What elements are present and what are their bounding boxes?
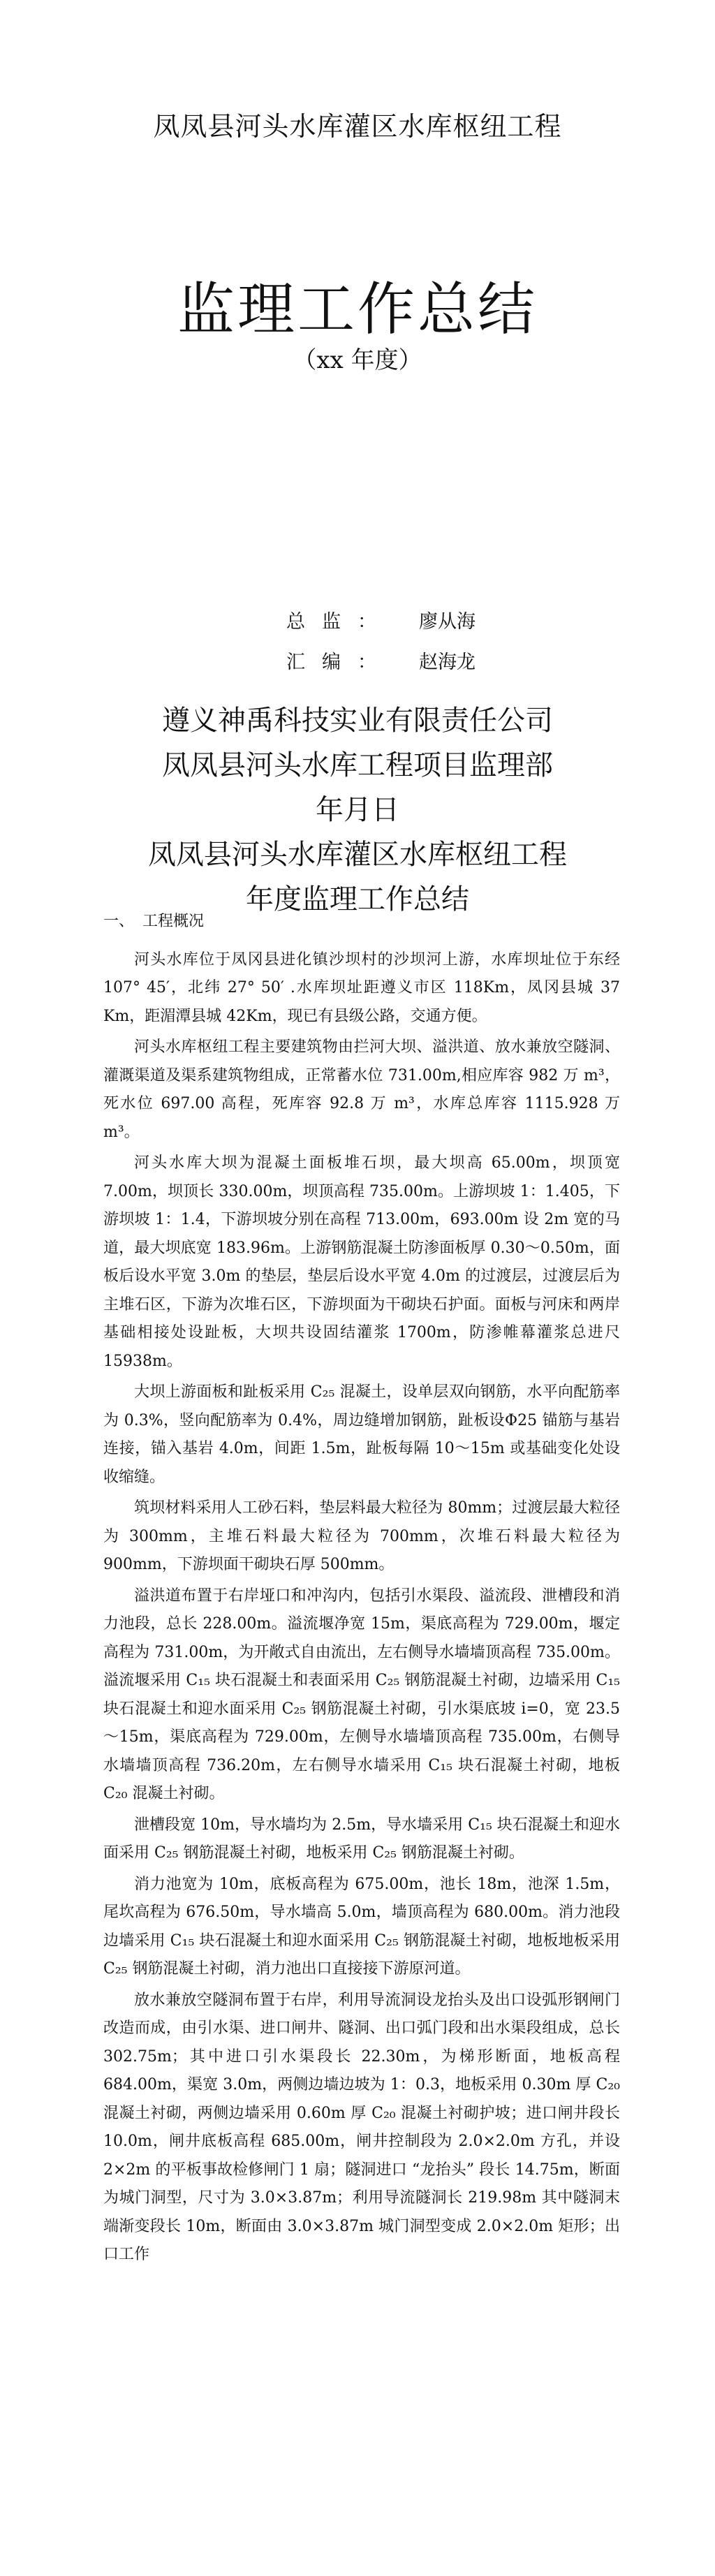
- paragraph: 溢洪道布置于右岸垭口和冲沟内，包括引水渠段、溢流段、泄槽段和消力池段，总长 228.00m。溢流堰净宽 15m，渠底高程为 729.00m，堰定高程为 731.00m，为开敞式自由流出，左右侧导水墙墙顶高程 735.00m。溢流堰采用 C₁₅ 块石混凝土和表面采用 C₂₅ 钢筋混凝土衬砌，边墙采用 C₁₅ 块石混凝土和迎水面采用 C₂₅ 钢筋混凝土衬砌，引水渠底坡 i=0，宽 23.5～15m，渠底高程为 729.00m，左侧导水墙墙顶高程 735.00m，右侧导水墙墙顶高程 736.20m，左右侧导水墙采用 C₁₅ 块石混凝土衬砌，地板 C₂₀ 混凝土衬砌。: [103, 1587, 620, 1802]
- project-title: 凤凤县河头水库灌区水库枢纽工程: [153, 111, 562, 142]
- paragraph: 河头水库枢纽工程主要建筑物由拦河大坝、溢洪道、放水兼放空隧洞、灌溉渠道及渠系建筑物组成，正常蓄水位 731.00m,相应库容 982 万 m³，死水位 697.00 高程，死库容 92.8 万 m³，水库总库容 1115.928 万 m³。: [103, 1038, 620, 1141]
- role-name: 赵海龙: [419, 652, 476, 673]
- role-row-editor: [286, 642, 476, 683]
- department-name: 凤凤县河头水库工程项目监理部: [162, 749, 553, 781]
- paragraph: 大坝上游面板和趾板采用 C₂₅ 混凝土，设单层双向钢筋，水平向配筋率为 0.3%，竖向配筋率为 0.4%，周边缝增加钢筋，趾板设Φ25 锚筋与基岩连接，锚入基岩 4.0m，间距 1.5m，趾板每隔 10～15m 或基础变化处设收缩缝。: [103, 1383, 620, 1486]
- summary-title: 年度监理工作总结: [246, 883, 469, 915]
- paragraph: 消力池宽为 10m，底板高程为 675.00m，池长 18m，池深 1.5m，尾坎高程为 676.50m，导水墙高 5.0m，墙顶高程为 680.00m。消力池段边墙采用 C₁₅ 块石混凝土和迎水面采用 C₂₅ 钢筋混凝土衬砌，地板地板采用 C₂₅ 钢筋混凝土衬砌，消力池出口直接接下游原河道。: [103, 1875, 620, 1978]
- section-title: 工程概况: [142, 913, 205, 930]
- project-name: 凤凤县河头水库灌区水库枢纽工程: [148, 839, 567, 871]
- document-body: [103, 908, 620, 2272]
- role-name: 廖从海: [419, 611, 476, 633]
- role-row-chief: [286, 602, 476, 642]
- roles-block: [286, 602, 476, 683]
- role-label: 汇编：: [286, 652, 393, 673]
- section-heading: [103, 908, 620, 936]
- company-name: 遵义神禹科技实业有限责任公司: [162, 705, 553, 737]
- report-year: （xx 年度）: [293, 346, 422, 374]
- paragraph: 放水兼放空隧洞布置于右岸，利用导流洞设龙抬头及出口设弧形钢闸门改造而成，由引水渠、进口闸井、隧洞、出口弧门段和出水渠段组成，总长 302.75m；其中进口引水渠段长 22.30m，为梯形断面，地板高程 684.00m，渠宽 3.0m，两侧边墙边坡为 1：0.3，地板采用 0.30m 厚 C₂₀ 混凝土衬砌，两侧边墙采用 0.60m 厚 C₂₀ 混凝土衬砌护坡；进口闸井段长 10.0m，闸井底板高程 685.00m，闸井控制段为 2.0×2.0m 方孔，并设 2×2m 的平板事故检修闸门 1 扇；隧洞进口 “龙抬头” 段长 14.75m，断面为城门洞型，尺寸为 3.0×3.87m；利用导流隧洞长 219.98m 其中隧洞末端渐变段长 10m，断面由 3.0×3.87m 城门洞型变成 2.0×2.0m 矩形；出口工作: [103, 1991, 620, 2263]
- role-label: 总监：: [286, 611, 393, 633]
- paragraph: 河头水库大坝为混凝土面板堆石坝，最大坝高 65.00m，坝顶宽 7.00m，坝顶长 330.00m，坝顶高程 735.00m。上游坝坡 1：1.405，下游坝坡 1：1.4，下游坝坡分别在高程 713.00m，693.00m 设 2m 宽的马道，最大坝底宽 183.96m。上游钢筋混凝土防渗面板厚 0.30～0.50m，面板后设水平宽 3.0m 的垫层，垫层后设水平宽 4.0m 的过渡层，过渡层后为主堆石区，下游为次堆石区，下游坝面为干砌块石护面。面板与河床和两岸基础相接处设趾板，大坝共设固结灌浆 1700m，防渗帷幕灌浆总进尺 15938m。: [103, 1154, 620, 1370]
- paragraph: 泄槽段宽 10m，导水墙均为 2.5m，导水墙采用 C₁₅ 块石混凝土和迎水面采用 C₂₅ 钢筋混凝土衬砌，地板采用 C₂₅ 钢筋混凝土衬砌。: [103, 1816, 620, 1862]
- organization-block: [0, 698, 715, 922]
- report-title: 监理工作总结: [177, 277, 538, 343]
- section-number: 一、: [103, 913, 135, 930]
- date-line: 年月日: [316, 794, 399, 826]
- paragraph: 河头水库位于凤冈县进化镇沙坝村的沙坝河上游，水库坝址位于东经 107° 45′，北纬 27° 50′ .水库坝址距遵义市区 118Km，凤冈县城 37 Km，距湄潭县城 42Km，现已有县级公路，交通方便。: [103, 950, 620, 1025]
- paragraph: 筑坝材料采用人工砂石料，垫层料最大粒径为 80mm；过渡层最大粒径为 300mm，主堆石料最大粒径为 700mm，次堆石料最大粒径为 900mm，下游坝面干砌块石厚 500mm。: [103, 1499, 620, 1573]
